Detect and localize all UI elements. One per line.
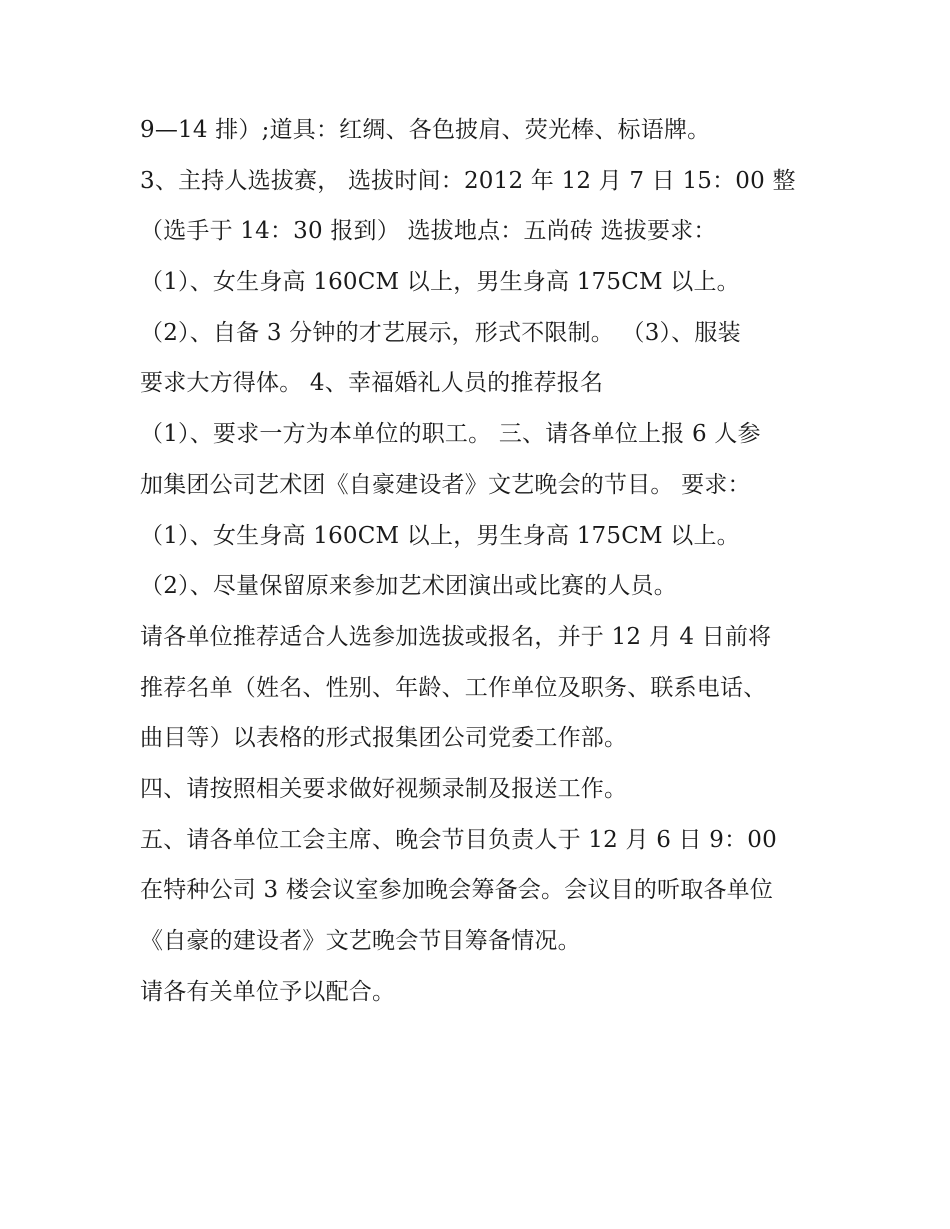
text-line: （2）、尽量保留原来参加艺术团演出或比赛的人员。 xyxy=(140,573,677,600)
text-line: 加集团公司艺术团《自豪建设者》文艺晚会的节目。 要求： xyxy=(140,471,751,498)
text-line: （2）、自备 3 分钟的才艺展示，形式不限制。 （3）、服装 xyxy=(140,319,741,346)
text-line: 请各有关单位予以配合。 xyxy=(140,978,396,1005)
text-line: 四、请按照相关要求做好视频录制及报送工作。 xyxy=(140,775,628,802)
text-line: 五、请各单位工会主席、晚会节目负责人于 12 月 6 日 9：00 xyxy=(140,826,777,853)
text-line: 《自豪的建设者》文艺晚会节目筹备情况。 xyxy=(140,928,581,954)
text-line: （1）、要求一方为本单位的职工。 三、请各单位上报 6 人参 xyxy=(140,421,761,448)
text-line: 3、主持人选拔赛， 选拔时间：2012 年 12 月 7 日 15：00 整 xyxy=(140,167,796,194)
text-line: 曲目等）以表格的形式报集团公司党委工作部。 xyxy=(140,725,628,752)
text-line: （1）、女生身高 160CM 以上，男生身高 175CM 以上。 xyxy=(140,522,740,549)
text-line: 推荐名单（姓名、性别、年龄、工作单位及职务、联系电话、 xyxy=(140,674,767,701)
text-line: 请各单位推荐适合人选参加选拔或报名，并于 12 月 4 日前将 xyxy=(140,623,772,650)
text-line: 9—14 排）;道具：红绸、各色披肩、荧光棒、标语牌。 xyxy=(140,117,711,143)
text-line: 在特种公司 3 楼会议室参加晚会筹备会。会议目的听取各单位 xyxy=(140,877,774,904)
document-body xyxy=(140,108,830,1020)
text-line: （1）、女生身高 160CM 以上，男生身高 175CM 以上。 xyxy=(140,269,740,296)
text-line: 要求大方得体。 4、幸福婚礼人员的推荐报名 xyxy=(140,370,604,397)
text-line: （选手于 14：30 报到） 选拔地点：五尚砖 选拔要求： xyxy=(140,218,717,245)
